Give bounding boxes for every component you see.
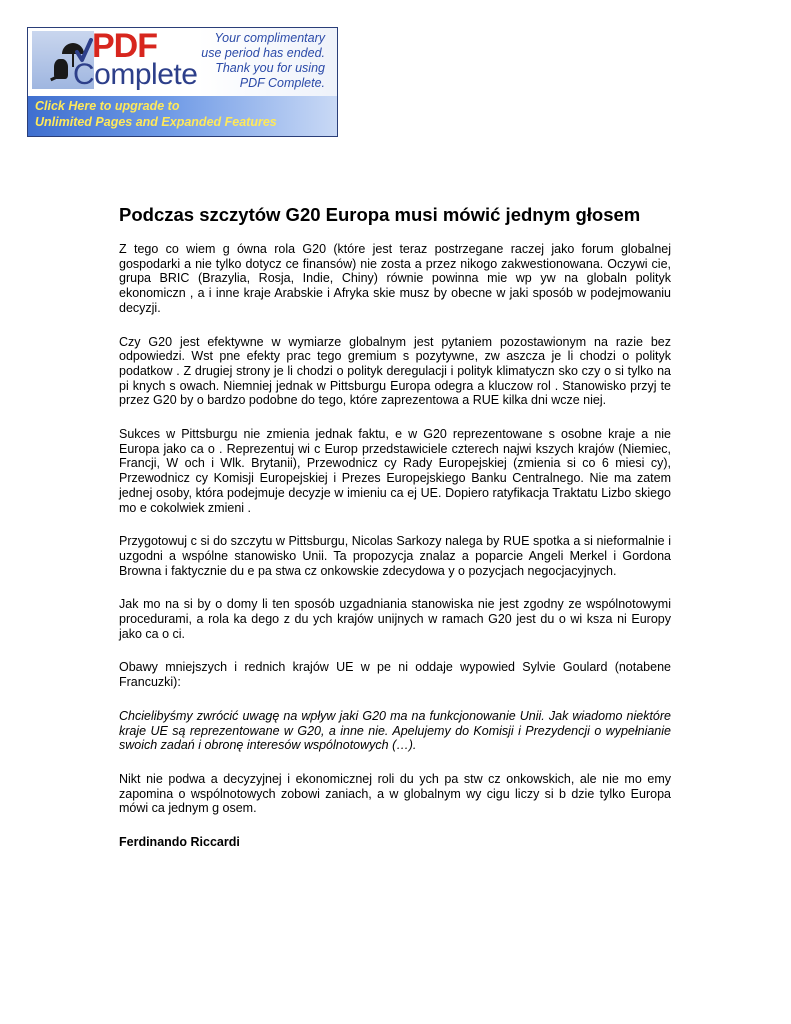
paragraph: Jak mo na si by o domy li ten sposób uzgadniania stanowiska nie jest zgodny ze wspólnotowymi procedurami, a rola ka dego z du ych krajów unijnych w ramach G20 jest du o wi ksza ni Europy jako ca o ci. bbox=[119, 597, 671, 641]
upgrade-link-line[interactable]: Unlimited Pages and Expanded Features bbox=[35, 114, 277, 129]
paragraph: Sukces w Pittsburgu nie zmienia jednak faktu, e w G20 reprezentowane s osobne kraje a nie Europa jako ca o . Reprezentuj wi c Europ przedstawiciele czterech najwi kszych krajów (Niemiec, Francji, W och i Wlk. Brytanii), Przewodnicz cy Rady Europejskiej (zmienia si co 6 miesi cy), Przewodnicz cy Komisji Europejskiej i Prezes Europejskiego Banku Centralnego. Nie ma zatem jednej osoby, która podejmuje decyzje w imieniu ca ej UE. Dopiero ratyfikacja Traktatu Lizbo skiego mo e cokolwiek zmieni . bbox=[119, 427, 671, 515]
document-title: Podczas szczytów G20 Europa musi mówić jednym głosem bbox=[119, 204, 641, 225]
banner-header bbox=[28, 28, 337, 96]
pdf-complete-upgrade-banner[interactable] bbox=[27, 27, 338, 137]
logo-complete-text: Complete bbox=[73, 58, 198, 91]
document-body bbox=[119, 204, 671, 850]
author-name: Ferdinando Riccardi bbox=[119, 835, 240, 850]
trial-message-line: use period has ended. bbox=[201, 46, 325, 60]
paragraph: Przygotowuj c si do szczytu w Pittsburgu, Nicolas Sarkozy nalega by RUE spotka a si nieformalnie i uzgodni a wspólne stanowisko Unii. Ta propozycja znalaz a poparcie Angeli Merkel i Gordona Browna i faktycznie du e pa stwa cz onkowskie zdecydowa y o pozycjach negocjacyjnych. bbox=[119, 534, 671, 578]
quote-paragraph: Chcielibyśmy zwrócić uwagę na wpływ jaki G20 ma na funkcjonowanie Unii. Jak wiadomo niektóre kraje UE są reprezentowane w G20, a inne nie. Apelujemy do Komisji i Prezydencji o wypełnianie swoich zadań i obronę interesów wspólnotowych (…). bbox=[119, 708, 671, 753]
paragraph: Obawy mniejszych i rednich krajów UE w pe ni oddaje wypowied Sylvie Goulard (notabene Francuzki): bbox=[119, 660, 671, 690]
trial-ended-message bbox=[175, 31, 325, 91]
paragraph: Nikt nie podwa a decyzyjnej i ekonomicznej roli du ych pa stw cz onkowskich, ale nie mo emy zapomina o wspólnotowych zobowi zaniach, a w globalnym wy cigu liczy si b dzie tylko Europa mówi ca jednym g osem. bbox=[119, 771, 671, 816]
trial-message-line: Your complimentary bbox=[214, 31, 325, 45]
upgrade-link-text[interactable] bbox=[35, 99, 335, 130]
logo-pdf-text: PDF bbox=[92, 27, 157, 65]
paragraph: Czy G20 jest efektywne w wymiarze globalnym jest pytaniem pozostawionym na razie bez odpowiedzi. Wst pne efekty prac tego gremium s pozytywne, zw aszcza je li chodzi o polityk podatkow . Z drugiej strony je li chodzi o polityk deregulacji i polityk klimatyczn sko czy o si tylko na pi knych s owach. Niemniej jednak w Pittsburgu Europa odegra a kluczow rol . Stanowisko przyj te przez G20 by o bardzo podobne do tego, które zaprezentowa a RUE kilka dni wcze niej. bbox=[119, 334, 671, 408]
trial-message-line: PDF Complete. bbox=[239, 76, 325, 90]
trial-message-line: Thank you for using bbox=[215, 61, 325, 75]
upgrade-link-line[interactable]: Click Here to upgrade to bbox=[35, 99, 180, 113]
upgrade-link[interactable] bbox=[28, 96, 337, 137]
paragraph: Z tego co wiem g ówna rola G20 (które jest teraz postrzegane raczej jako forum globalnej gospodarki a nie tylko dotycz ce finansów) nie zosta a przez nikogo zakwestionowana. Oczywi cie, grupa BRIC (Brazylia, Rosja, Indie, Chiny) równie powinna mie wp yw na globaln polityk ekonomiczn , a i inne kraje Arabskie i Afryka skie musz by obecne w jaki sposób w podejmowaniu decyzji. bbox=[119, 242, 671, 315]
document-text bbox=[119, 242, 671, 816]
